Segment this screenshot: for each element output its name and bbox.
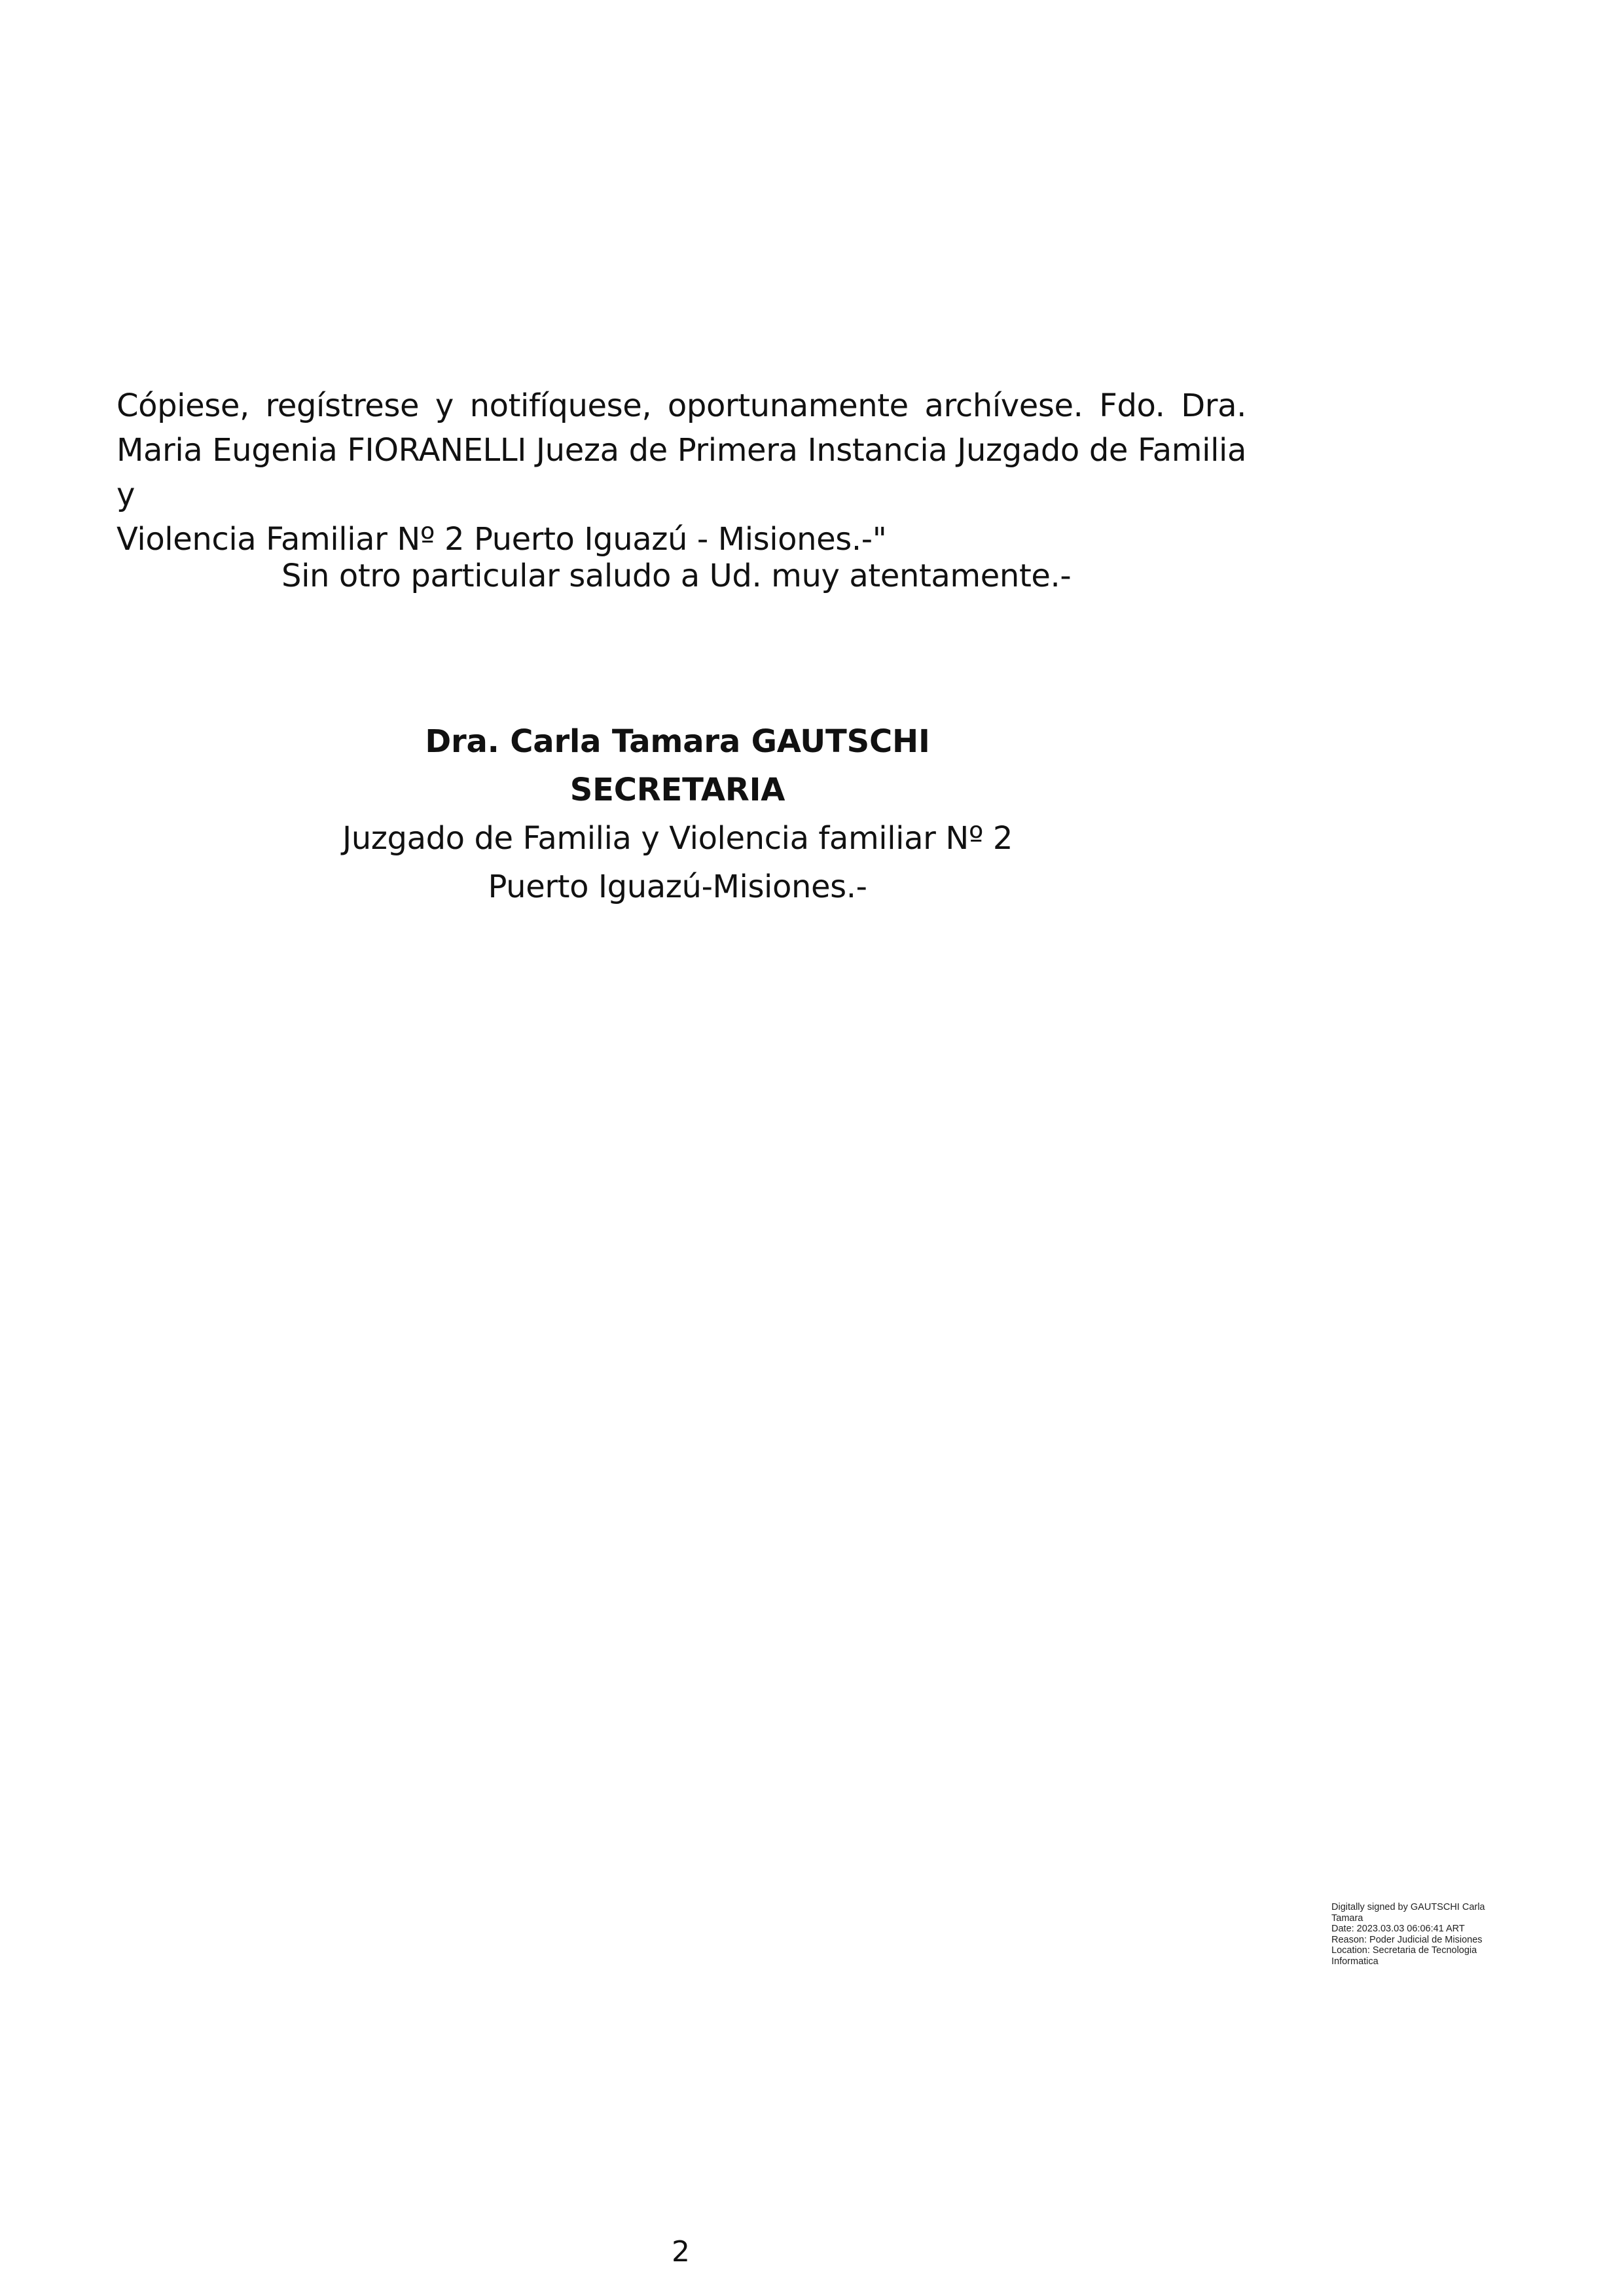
- body-line-2: Maria Eugenia FIORANELLI Jueza de Primera Instancia Juzgado de Familia y: [117, 432, 1246, 513]
- digital-signature-stamp: [1331, 1902, 1528, 1967]
- digital-signature-line: Date: 2023.03.03 06:06:41 ART: [1331, 1924, 1465, 1934]
- digital-signature-line: Tamara: [1331, 1912, 1363, 1924]
- body-line-3: Violencia Familiar Nº 2 Puerto Iguazú - Misiones.-": [117, 521, 887, 558]
- signatory-name: Dra. Carla Tamara GAUTSCHI: [425, 723, 930, 760]
- body-paragraph: [117, 384, 1246, 562]
- signatory-court: Juzgado de Familia y Violencia familiar Nº 2: [342, 820, 1013, 857]
- closing-line: Sin otro particular saludo a Ud. muy atentamente.-: [281, 558, 1072, 594]
- digital-signature-line: Informatica: [1331, 1956, 1379, 1967]
- signatory-role: SECRETARIA: [569, 772, 785, 808]
- signatory-place: Puerto Iguazú-Misiones.-: [488, 869, 867, 905]
- page-number: 2: [672, 2235, 690, 2269]
- digital-signature-line: Reason: Poder Judicial de Misiones: [1331, 1934, 1483, 1945]
- digital-signature-line: Digitally signed by GAUTSCHI Carla: [1331, 1902, 1485, 1912]
- body-line-1: Cópiese, regístrese y notifíquese, oportunamente archívese. Fdo. Dra.: [117, 387, 1246, 424]
- digital-signature-line: Location: Secretaria de Tecnologia: [1331, 1945, 1477, 1956]
- signature-block: [0, 717, 1355, 911]
